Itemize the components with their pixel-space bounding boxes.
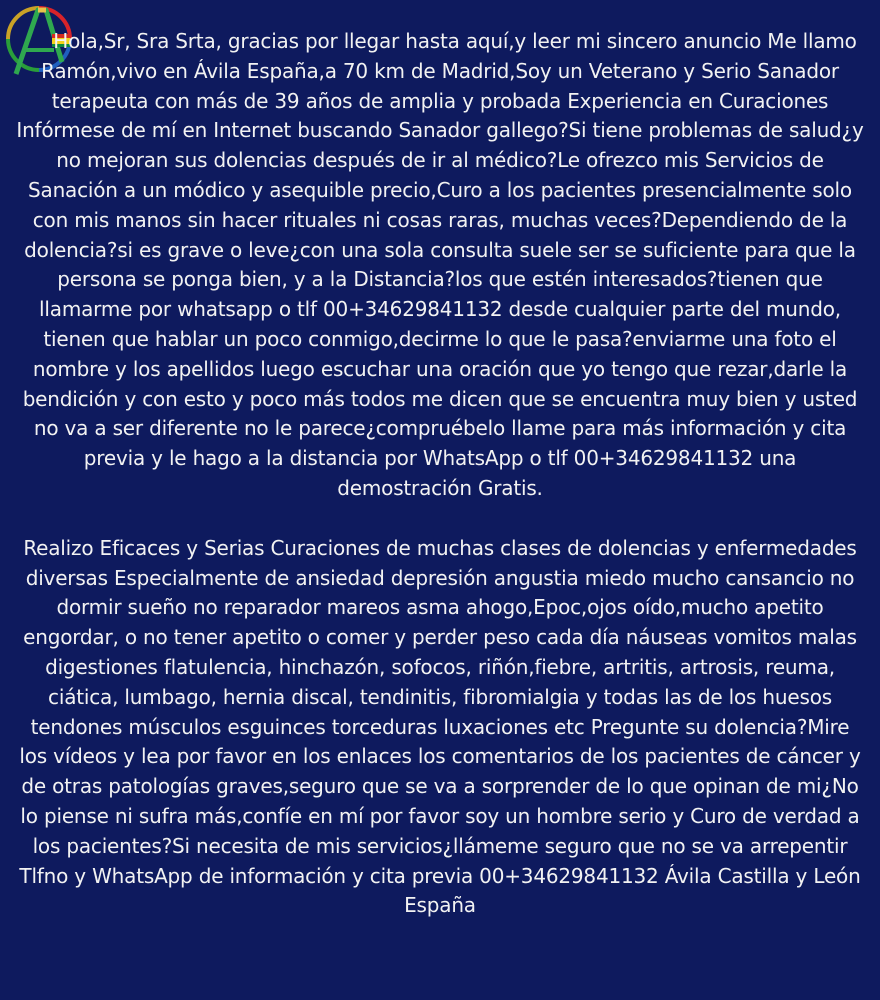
intro-paragraph: Hola,Sr, Sra Srta, gracias por llegar hasta aquí,y leer mi sincero anuncio Me llamo Ramón,vivo en Ávila España,a 70 km de Madrid,Soy un Veterano y Serio Sanador terapeuta con más de 39 años de amplia y probada Experiencia en Curaciones Infórmese de mí en Internet buscando Sanador gallego?Si tiene problemas de salud¿y no mejoran sus dolencias después de ir al médico?Le ofrezco mis Servicios de Sanación a un módico y asequible precio,Curo a los pacientes presencialmente solo con mis manos sin hacer rituales ni cosas raras, muchas veces?Dependiendo de la dolencia?si es grave o leve¿con una sola consulta suele ser se suficiente para que la persona se ponga bien, y a la Distancia?los que estén interesados?tienen que llamarme por whatsapp o tlf 00+34629841132 desde cualquier parte del mundo, tienen que hablar un poco conmigo,decirme lo que le pasa?enviarme una foto el nombre y los apellidos luego escuchar una oración que yo tengo que rezar,darle la bendición y con esto y poco más todos me dicen que se encuentra muy bien y usted no va a ser diferente no le parece¿compruébelo llame para más información y cita previa y le hago a la distancia por WhatsApp o tlf 00+34629841132 una demostración Gratis. bbox=[16, 29, 864, 500]
services-paragraph: Realizo Eficaces y Serias Curaciones de muchas clases de dolencias y enfermedades diversas Especialmente de ansiedad depresión angustia miedo mucho cansancio no dormir sueño no reparador mareos asma ahogo,Epoc,ojos oído,mucho apetito engordar, o no tener apetito o comer y perder peso cada día náuseas vomitos malas digestiones flatulencia, hinchazón, sofocos, riñón,fiebre, artritis, artrosis, reuma, ciática, lumbago, hernia discal, tendinitis, fibromialgia y todas las de los huesos tendones músculos esguinces torceduras luxaciones etc Pregunte su dolencia?Mire los vídeos y lea por favor en los enlaces los comentarios de los pacientes de cáncer y de otras patologías graves,seguro que se va a sorprender de lo que opinan de mi¿No lo piense ni sufra más,confíe en mí por favor soy un hombre serio y Curo de verdad a los pacientes?Si necesita de mis servicios¿llámeme seguro que no se va arrepentir Tlfno y WhatsApp de información y cita previa 00+34629841132 Ávila Castilla y León España bbox=[19, 535, 861, 918]
ad-text-body bbox=[14, 27, 866, 921]
paragraph-spacer bbox=[14, 504, 866, 534]
